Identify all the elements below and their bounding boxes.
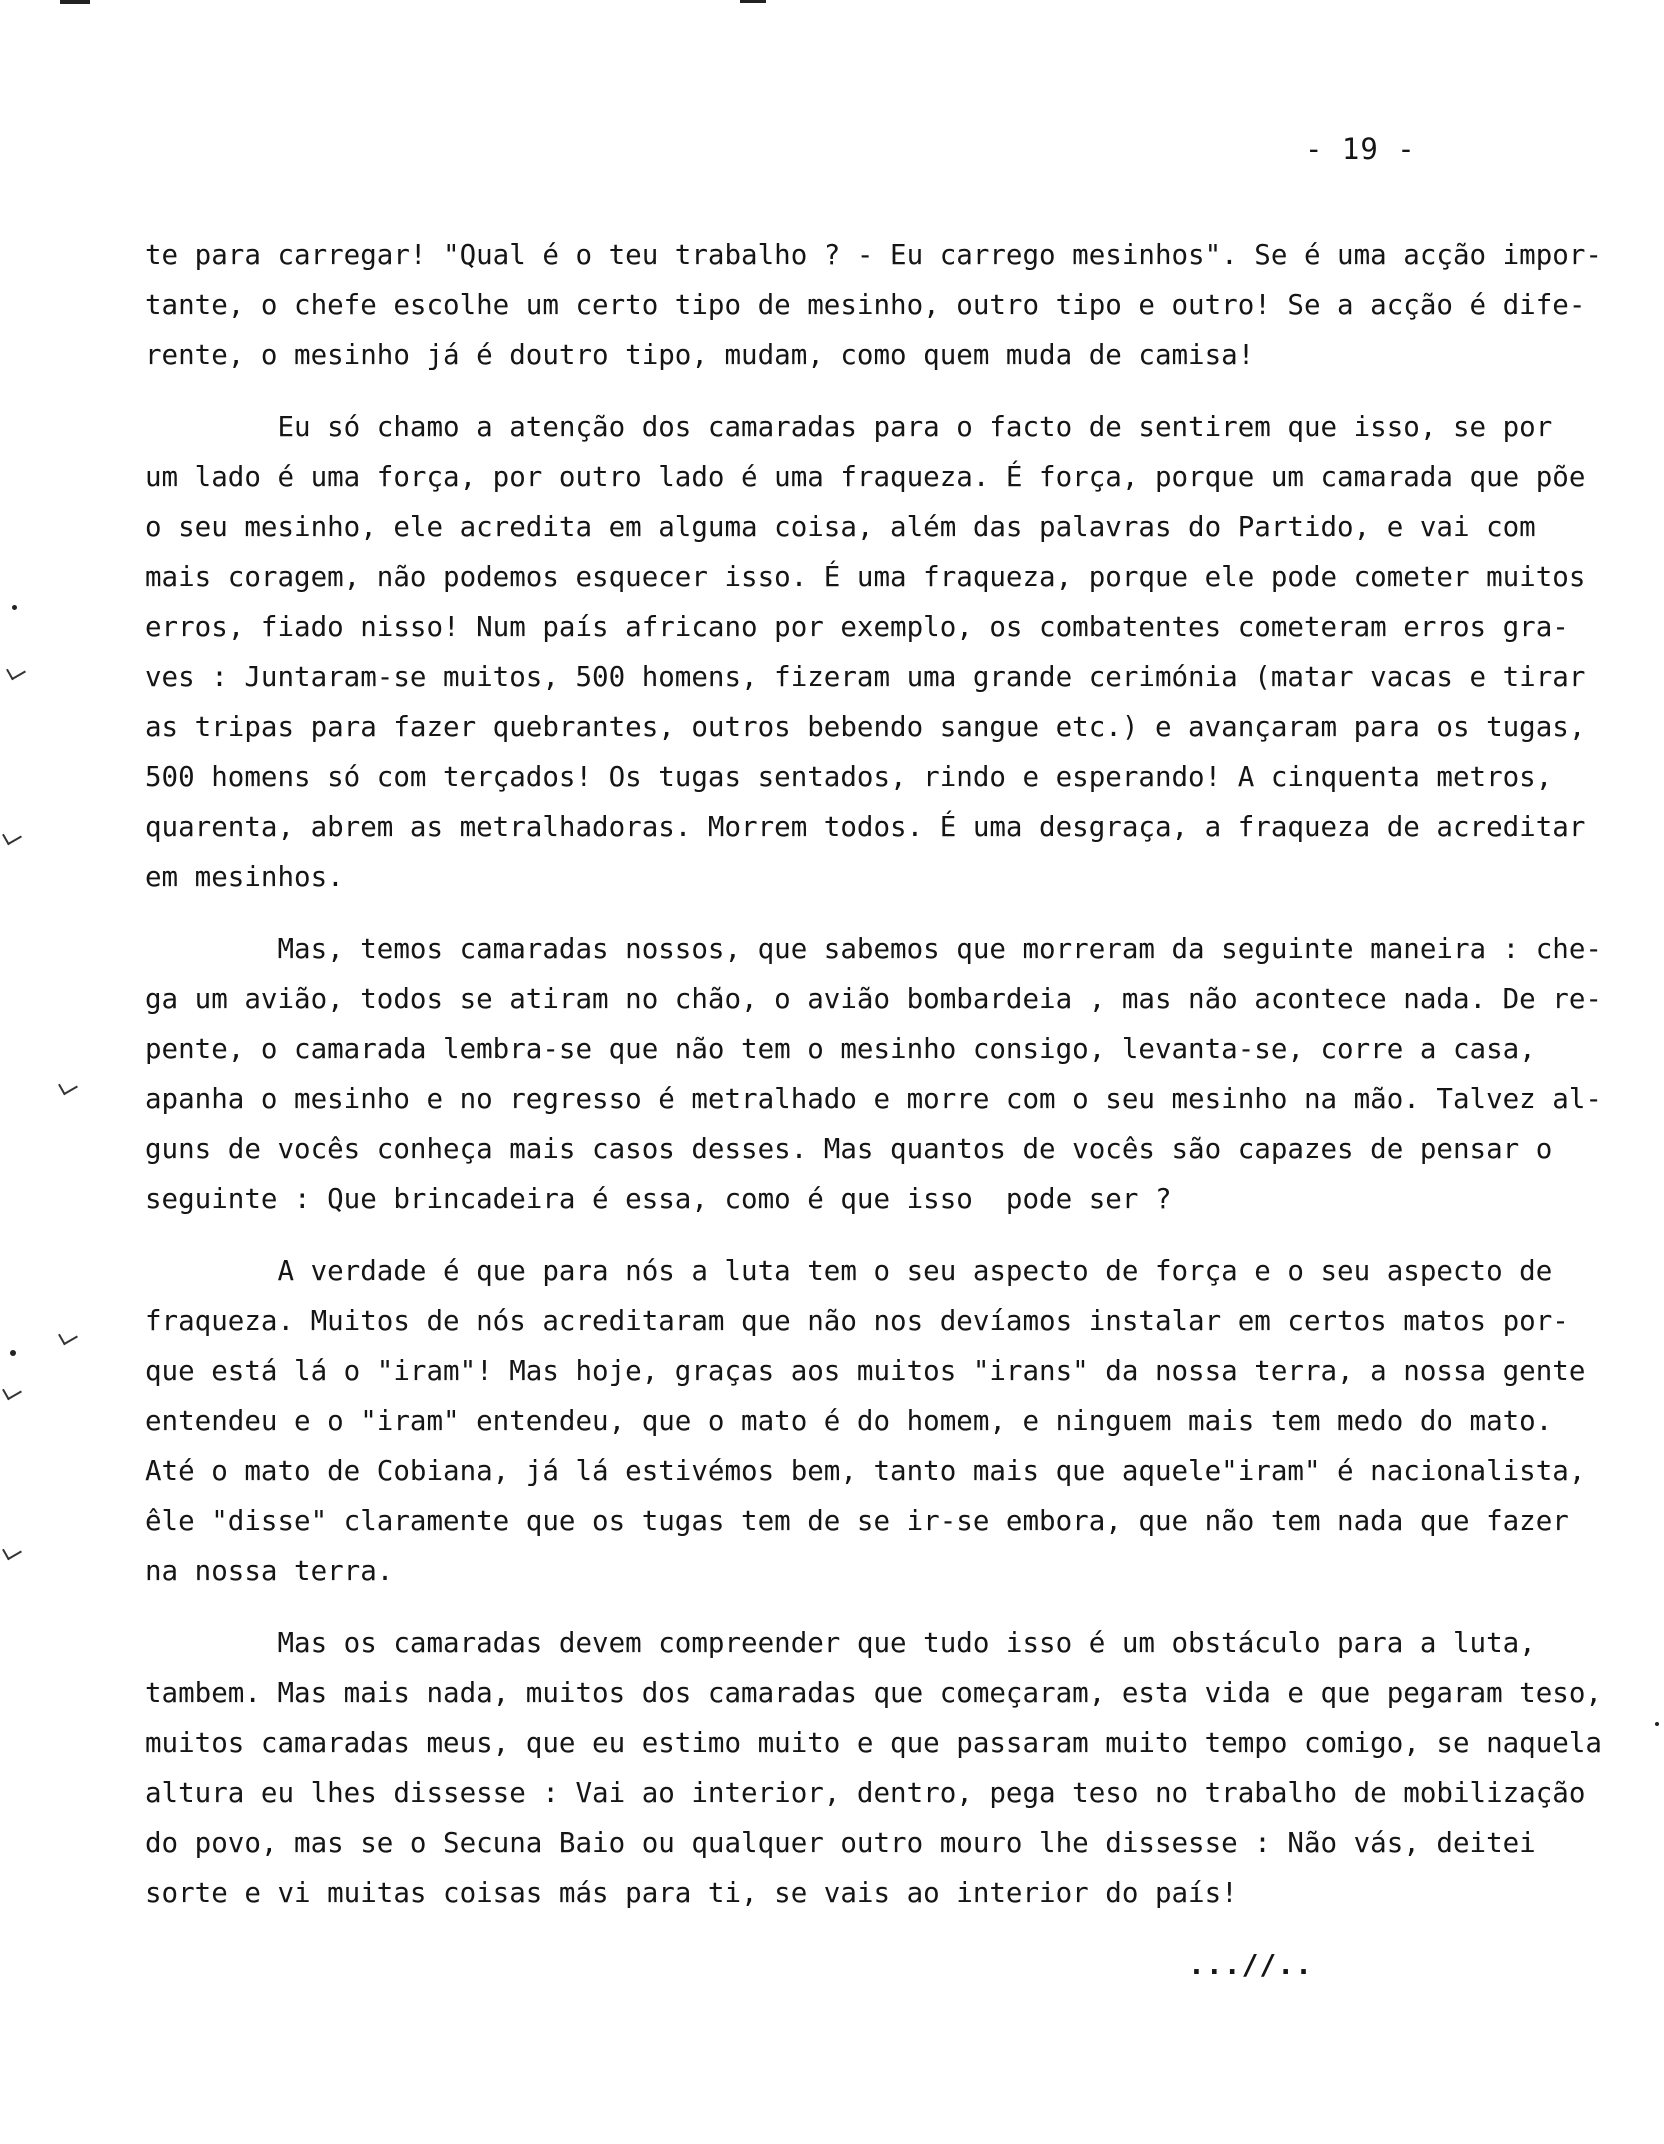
text-line: na nossa terra. [145, 1555, 394, 1587]
page-number: - 19 - [1305, 132, 1416, 166]
text-line: altura eu lhes dissesse : Vai ao interior, dentro, pega teso no trabalho de mobilização [145, 1777, 1586, 1809]
continuation-mark: ...//.. [1188, 1948, 1314, 1981]
text-line: seguinte : Que brincadeira é essa, como é que isso pode ser ? [145, 1183, 1172, 1215]
text-line: erros, fiado nisso! Num país africano por exemplo, os combatentes cometeram erros gra- [145, 611, 1569, 643]
text-line: tambem. Mas mais nada, muitos dos camaradas que começaram, esta vida e que pegaram teso, [145, 1677, 1602, 1709]
margin-tick [58, 1327, 78, 1345]
text-line: A verdade é que para nós a luta tem o seu aspecto de força e o seu aspecto de [145, 1255, 1553, 1287]
text-line: rente, o mesinho já é doutro tipo, mudam, como quem muda de camisa! [145, 339, 1255, 371]
margin-dot [1655, 1722, 1659, 1726]
paragraph [145, 1246, 1586, 1596]
margin-dot [12, 605, 17, 610]
text-line: um lado é uma força, por outro lado é uma fraqueza. É força, porque um camarada que põe [145, 461, 1586, 493]
text-line: ves : Juntaram-se muitos, 500 homens, fizeram uma grande cerimónia (matar vacas e tirar [145, 661, 1586, 693]
body-text [145, 230, 1602, 1940]
paragraph [145, 402, 1586, 902]
margin-tick [58, 1077, 78, 1095]
text-line: te para carregar! "Qual é o teu trabalho ? - Eu carrego mesinhos". Se é uma acção impor- [145, 239, 1602, 271]
text-line: Até o mato de Cobiana, já lá estivémos bem, tanto mais que aquele"iram" é nacionalista, [145, 1455, 1586, 1487]
text-line: Mas os camaradas devem compreender que tudo isso é um obstáculo para a luta, [145, 1627, 1536, 1659]
text-line: ga um avião, todos se atiram no chão, o avião bombardeia , mas não acontece nada. De re- [145, 983, 1602, 1015]
margin-tick [2, 1542, 22, 1560]
text-line: fraqueza. Muitos de nós acreditaram que não nos devíamos instalar em certos matos por- [145, 1305, 1569, 1337]
text-line: sorte e vi muitas coisas más para ti, se vais ao interior do país! [145, 1877, 1238, 1909]
text-line: muitos camaradas meus, que eu estimo muito e que passaram muito tempo comigo, se naquela [145, 1727, 1602, 1759]
text-line: êle "disse" claramente que os tugas tem de se ir-se embora, que não tem nada que fazer [145, 1505, 1569, 1537]
text-line: pente, o camarada lembra-se que não tem o mesinho consigo, levanta-se, corre a casa, [145, 1033, 1536, 1065]
paragraph [145, 230, 1602, 380]
text-line: entendeu e o "iram" entendeu, que o mato é do homem, e ninguem mais tem medo do mato. [145, 1405, 1553, 1437]
text-line: Eu só chamo a atenção dos camaradas para o facto de sentirem que isso, se por [145, 411, 1553, 443]
margin-dot [10, 1350, 16, 1356]
paragraph [145, 1618, 1602, 1918]
margin-tick [2, 1382, 22, 1400]
text-line: 500 homens só com terçados! Os tugas sentados, rindo e esperando! A cinquenta metros, [145, 761, 1553, 793]
text-line: Mas, temos camaradas nossos, que sabemos que morreram da seguinte maneira : che- [145, 933, 1602, 965]
text-line: que está lá o "iram"! Mas hoje, graças aos muitos "irans" da nossa terra, a nossa gente [145, 1355, 1586, 1387]
text-line: as tripas para fazer quebrantes, outros bebendo sangue etc.) e avançaram para os tugas, [145, 711, 1586, 743]
text-line: apanha o mesinho e no regresso é metralhado e morre com o seu mesinho na mão. Talvez al- [145, 1083, 1602, 1115]
text-line: quarenta, abrem as metralhadoras. Morrem todos. É uma desgraça, a fraqueza de acreditar [145, 811, 1586, 843]
text-line: o seu mesinho, ele acredita em alguma coisa, além das palavras do Partido, e vai com [145, 511, 1536, 543]
text-line: mais coragem, não podemos esquecer isso. É uma fraqueza, porque ele pode cometer muitos [145, 561, 1586, 593]
text-line: do povo, mas se o Secuna Baio ou qualquer outro mouro lhe dissesse : Não vás, deitei [145, 1827, 1536, 1859]
margin-tick [6, 662, 26, 680]
scan-mark [740, 0, 766, 3]
paragraph [145, 924, 1602, 1224]
text-line: tante, o chefe escolhe um certo tipo de mesinho, outro tipo e outro! Se a acção é dife- [145, 289, 1586, 321]
text-line: guns de vocês conheça mais casos desses. Mas quantos de vocês são capazes de pensar o [145, 1133, 1553, 1165]
margin-tick [2, 827, 22, 845]
scan-mark [60, 0, 90, 4]
text-line: em mesinhos. [145, 861, 344, 893]
